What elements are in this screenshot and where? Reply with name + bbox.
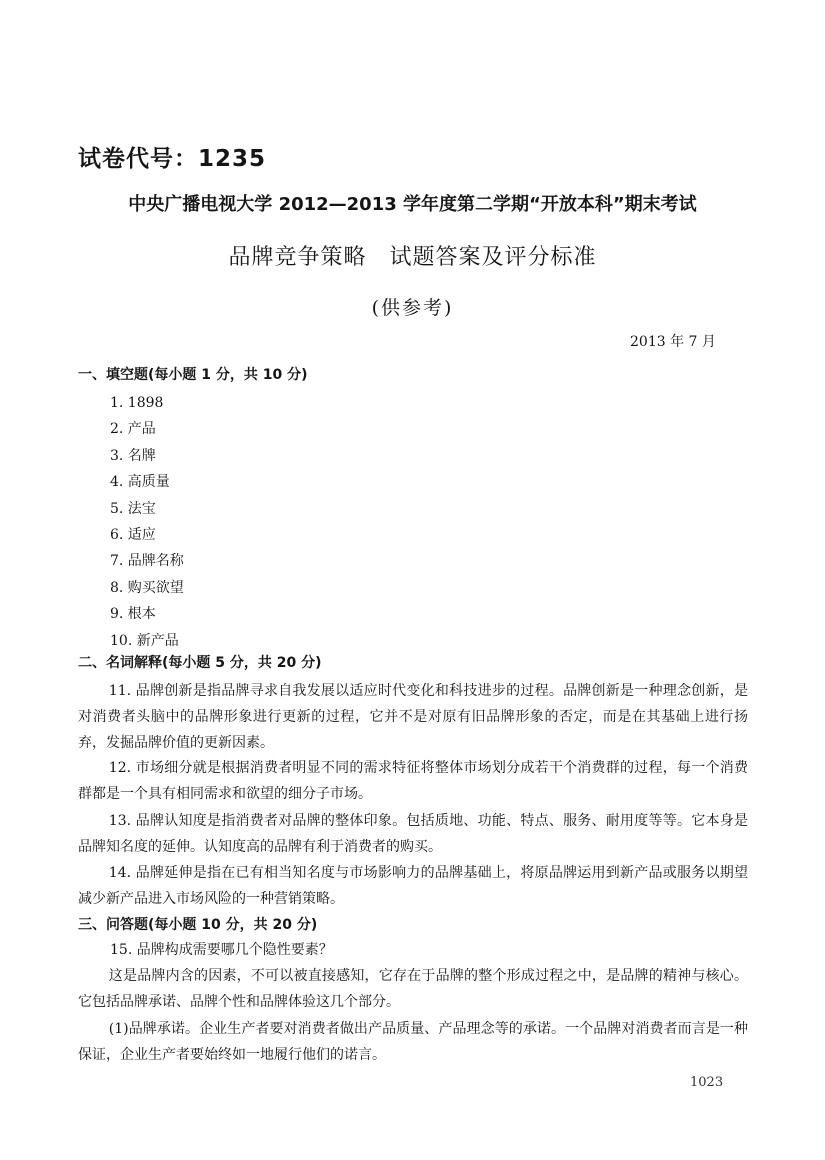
list-item: 9. 根本 [110,606,156,623]
list-item: 4. 高质量 [110,474,170,491]
exam-date: 2013 年 7 月 [630,334,716,350]
list-item: 1. 1898 [110,395,164,411]
answer-paragraph: 12. 市场细分就是根据消费者明显不同的需求特征将整体市场划分成若干个消费群的过程，每一个消费群都是一个具有相同需求和欲望的细分子市场。 [78,760,748,802]
list-item: 7. 品牌名称 [110,553,184,570]
section-heading-terms: 二、名词解释(每小题 5 分，共 20 分) [78,655,322,671]
list-item: 2. 产品 [110,421,156,438]
list-item: 5. 法宝 [110,500,156,517]
answer-paragraph: 14. 品牌延伸是指在已有相当知名度与市场影响力的品牌基础上，将原品牌运用到新产品或服务以期望减少新产品进入市场风险的一种营销策略。 [78,865,748,907]
document-title: 品牌竞争策略 试题答案及评分标准 [228,245,597,270]
exam-code: 试卷代号：1235 [78,146,267,172]
answer-paragraph: 13. 品牌认知度是指消费者对品牌的整体印象。包括质地、功能、特点、服务、耐用度等等。它本身是品牌知名度的延伸。认知度高的品牌有利于消费者的购买。 [78,813,748,855]
answer-paragraph: 11. 品牌创新是指品牌寻求自我发展以适应时代变化和科技进步的过程。品牌创新是一种理念创新，是对消费者头脑中的品牌形象进行更新的过程，它并不是对原有旧品牌形象的否定，而是在其基础上进行扬弃，发掘品牌价值的更新因素。 [78,683,748,751]
fill-in-answer-list [110,390,184,654]
question-text: 15. 品牌构成需要哪几个隐性要素？ [110,942,333,958]
for-reference-note: (供参考) [371,297,454,319]
page-number: 1023 [690,1075,724,1090]
exam-title: 中央广播电视大学 2012—2013 学年度第二学期“开放本科”期末考试 [128,194,697,215]
list-item: 10. 新产品 [110,632,179,649]
section-heading-fill-in: 一、填空题(每小题 1 分，共 10 分) [78,367,308,383]
answer-paragraph: (1)品牌承诺。企业生产者要对消费者做出产品质量、产品理念等的承诺。一个品牌对消费者而言是一种保证，企业生产者要始终如一地履行他们的诺言。 [78,1021,748,1063]
answer-paragraph: 这是品牌内含的因素，不可以被直接感知，它存在于品牌的整个形成过程之中，是品牌的精神与核心。它包括品牌承诺、品牌个性和品牌体验这几个部分。 [78,968,748,1010]
section-heading-qa: 三、问答题(每小题 10 分，共 20 分) [78,917,318,933]
list-item: 6. 适应 [110,526,156,543]
list-item: 8. 购买欲望 [110,579,184,596]
list-item: 3. 名牌 [110,447,156,464]
